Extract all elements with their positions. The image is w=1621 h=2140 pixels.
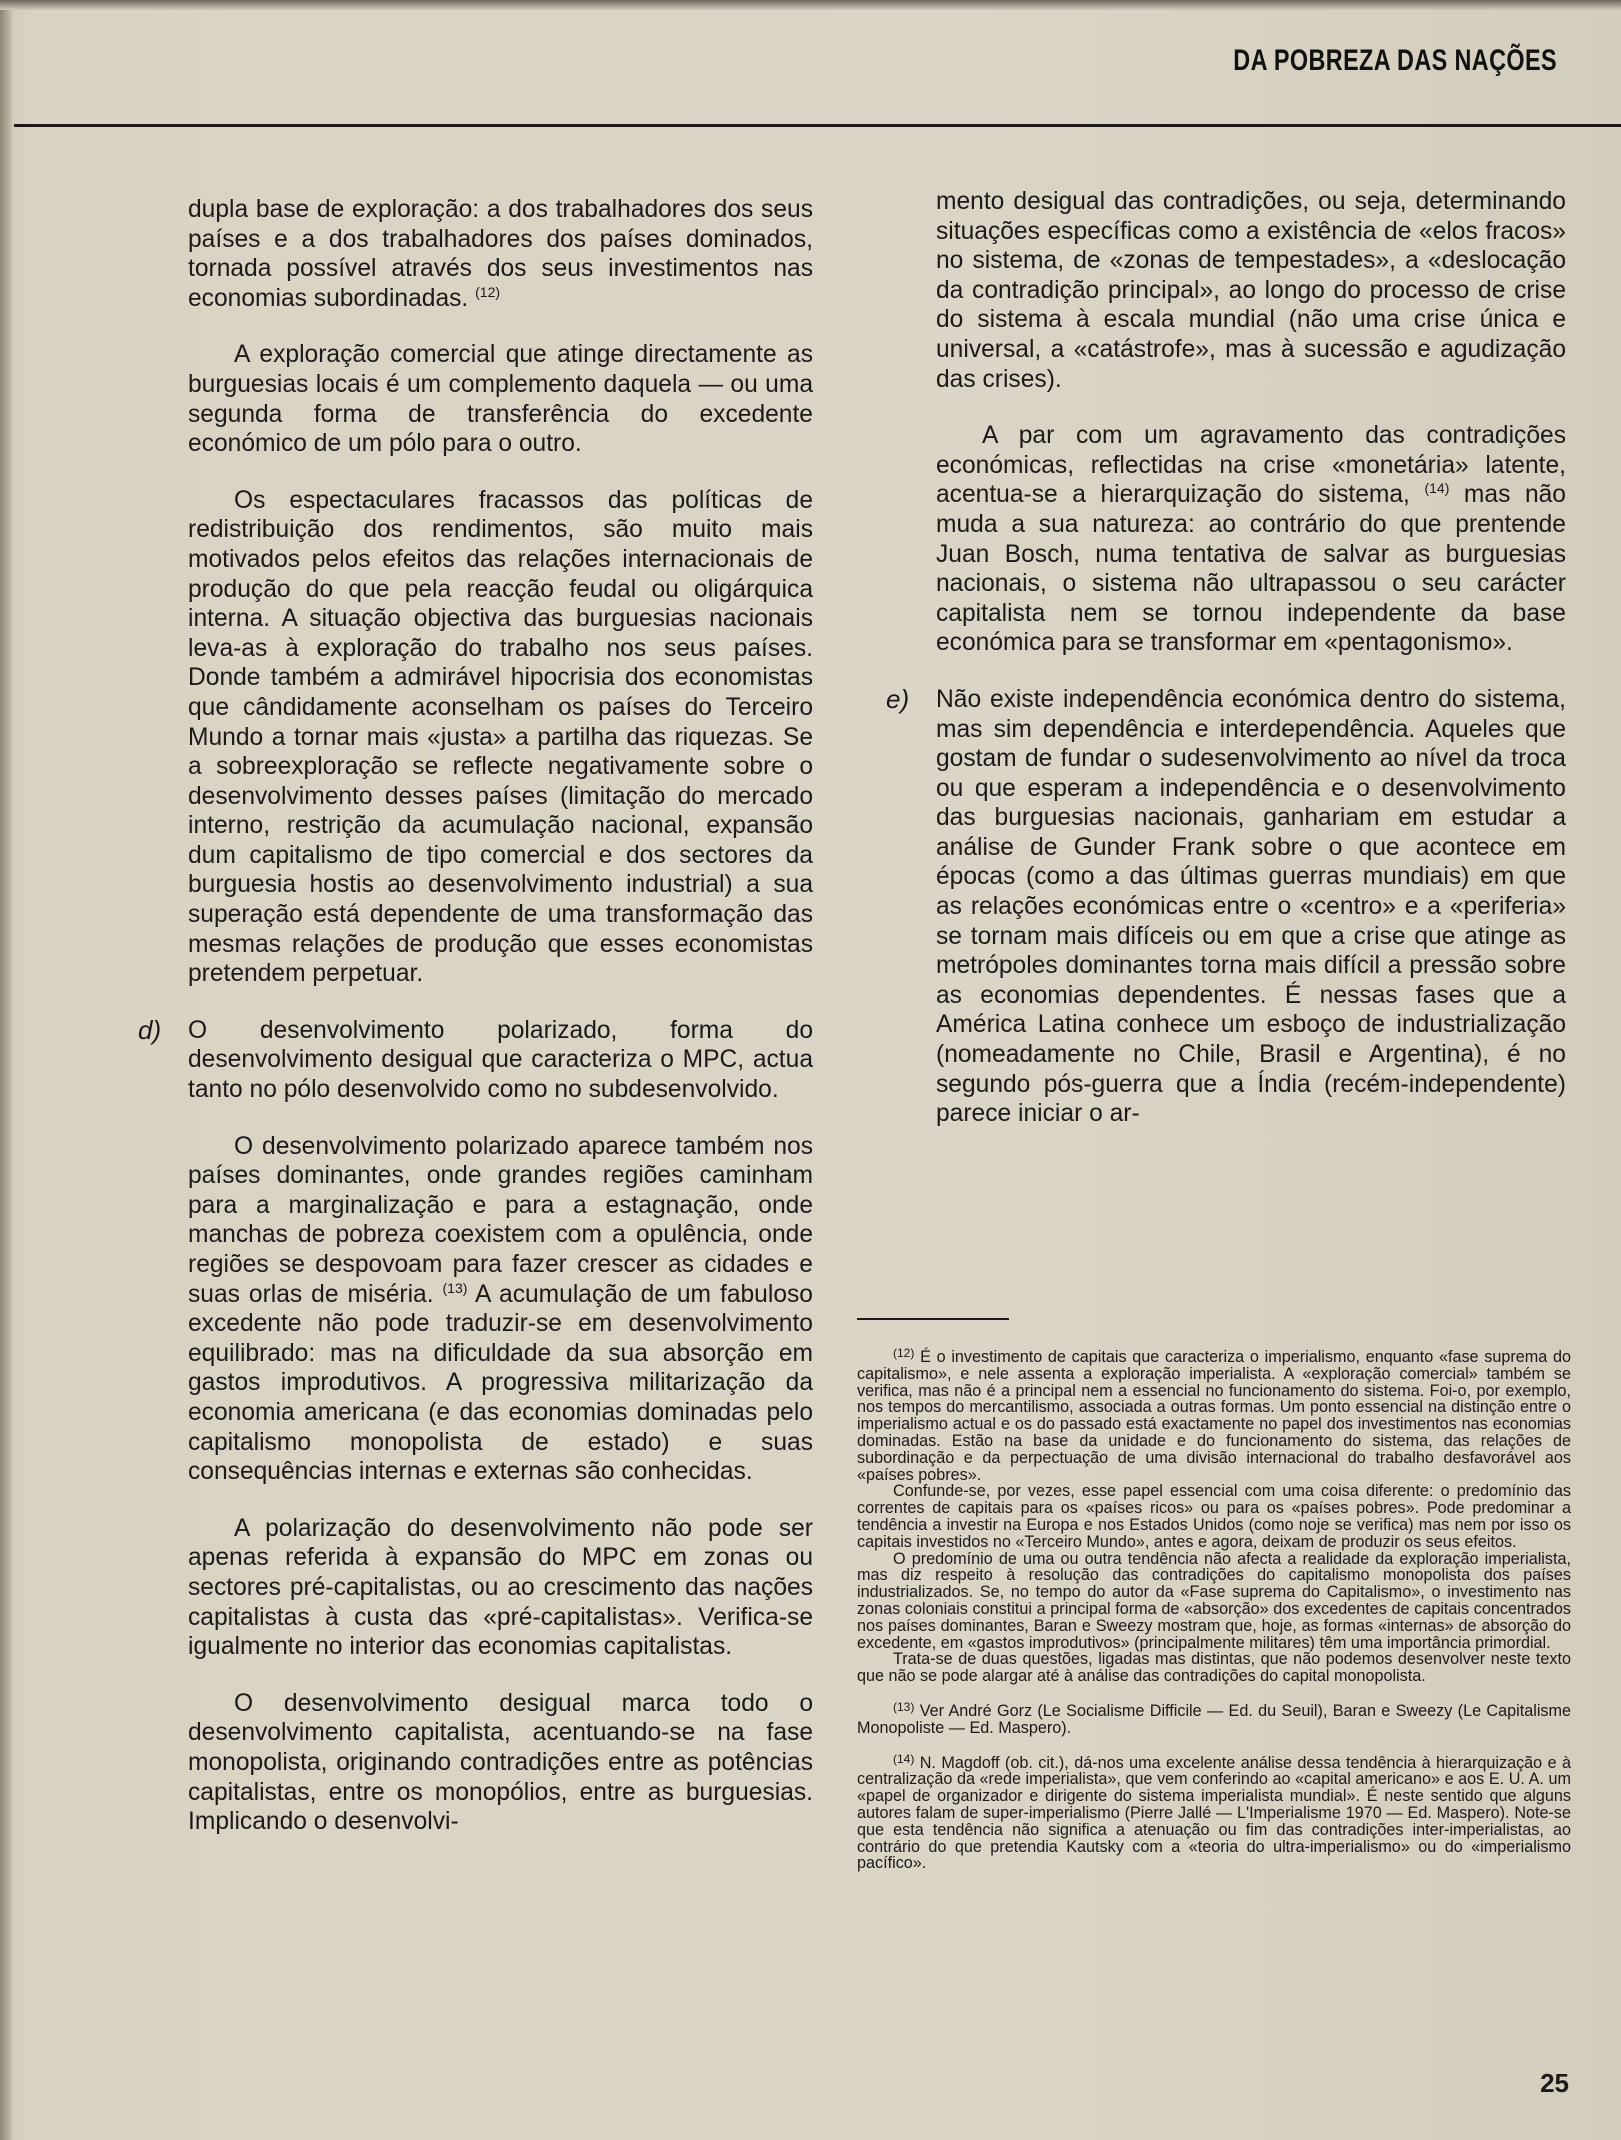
left-paragraph bbox=[188, 486, 813, 989]
left-paragraph bbox=[188, 340, 813, 458]
left-list-item bbox=[138, 1014, 813, 1105]
paragraph-text: O desenvolvimento polarizado, forma do desenvolvimento desigual que caracteriza o MPC, actua tanto no pólo desenvolvido como no subdesenvolvido. bbox=[188, 1016, 813, 1104]
paragraph-text: mas não muda a sua natureza: ao contrário do que prentende Juan Bosch, numa tentativa de salvar as burguesias nacionais, o sistema não ultrapassou o seu carácter capitalista nem se tornou independente da base económica para se transformar em «pentagonismo». bbox=[936, 481, 1566, 657]
left-column bbox=[138, 195, 813, 1864]
footnote-text: Ver André Gorz (Le Socialisme Difficile — Ed. du Seuil), Baran e Sweezy (Le Capitalisme Monopoliste — Ed. Maspero). bbox=[857, 1701, 1571, 1737]
footnote bbox=[857, 1345, 1571, 1483]
page-spine-shadow bbox=[0, 0, 12, 2140]
footnote bbox=[857, 1483, 1571, 1550]
footnote-ref: (14) bbox=[1424, 480, 1450, 497]
left-paragraph bbox=[188, 195, 813, 313]
footnote bbox=[857, 1651, 1571, 1685]
footnote-rule bbox=[857, 1318, 1009, 1320]
footnotes bbox=[857, 1345, 1571, 1872]
footnote-text: É o investimento de capitais que caracteriza o imperialismo, enquanto «fase suprema do capitalismo», e nele assenta a exploração imperialista. A «exploração comercial» também se verifica, mas não é a principal nem a essencial no funcionamento do sistema. Foi-o, por exemplo, nos tempos do mercantilismo, associada a outras formas. Um ponto essencial na distinção entre o imperialismo actual e os do passado está exactamente no papel dos investimentos nas economias dominadas. Estão na base da unidade e do funcionamento do sistema, das relações de subordinação e da perpectuação de uma divisão internacional do trabalho desfavorável aos «países pobres». bbox=[857, 1348, 1571, 1484]
right-paragraph bbox=[936, 187, 1566, 394]
paragraph-text: O desenvolvimento polarizado aparece também nos países dominantes, onde grandes regiões caminham para a marginalização e para a estagnação, onde manchas de pobreza coexistem com a opulência, onde regiões se despovoam para fazer crescer as cidades e suas orlas de miséria. bbox=[188, 1132, 813, 1308]
paragraph-text: A acumulação de um fabuloso excedente não pode traduzir-se em desenvolvimento equilibrado: mas na dificuldade da sua absorção em gastos improdutivos. A progressiva militarização da economia americana (e das economias dominadas pelo capitalismo monopolista de estado) e suas consequências internas e externas são conhecidas. bbox=[188, 1280, 813, 1486]
left-paragraph bbox=[188, 1132, 813, 1487]
footnote-text: Trata-se de duas questões, ligadas mas distintas, que não podemos desenvolver neste texto que não se pode alargar até à análise das contradições do capital monopolista. bbox=[857, 1650, 1571, 1686]
list-marker: e) bbox=[886, 683, 910, 714]
paragraph-text: O desenvolvimento desigual marca todo o desenvolvimento capitalista, acentuando-se na fase monopolista, originando contradições entre as potências capitalistas, entre os monopólios, entre as burguesias. Implicando o desenvolvi- bbox=[188, 1689, 813, 1836]
footnote bbox=[857, 1751, 1571, 1873]
paragraph-text: mento desigual das contradições, ou seja, determinando situações específicas como a existência de «elos fracos» no sistema, de «zonas de tempestades», a «deslocação da contradição principal», ao longo do processo de crise do sistema à escala mundial (não uma crise única e universal, a «catástrofe», mas à sucessão e agudização das crises). bbox=[936, 188, 1566, 393]
footnote-ref: (12) bbox=[475, 283, 501, 300]
left-paragraph bbox=[188, 1514, 813, 1662]
running-head: DA POBREZA DAS NAÇÕES bbox=[1233, 44, 1557, 77]
paragraph-text: A polarização do desenvolvimento não pode ser apenas referida à expansão do MPC em zonas ou sectores pré-capitalistas, ou ao crescimento das nações capitalistas à custa das «pré-capitalistas». Verifica-se igualmente no interior das economias capitalistas. bbox=[188, 1514, 813, 1661]
footnote-number: (13) bbox=[893, 1699, 915, 1714]
footnote-text: O predomínio de uma ou outra tendência não afecta a realidade da exploração imperialista, mas diz respeito à resolução das contradições do capitalismo monopolista dos países industrializados. Se, no tempo do autor da «Fase suprema do Capitalismo», o investimento nas zonas coloniais constitui a principal forma de «absorção» dos excedentes de capitais concentrados nos países dominantes, Baran e Sweezy mostram que, hoje, as formas «internas» de absorção do excedente, em «gastos improdutivos» (principalmente militares) têm uma importância primordial. bbox=[857, 1549, 1571, 1652]
footnote-text: N. Magdoff (ob. cit.), dá-nos uma excelente análise dessa tendência à hierarquização e à centralização da «rede imperialista», que vem conferindo ao «capital americano» e aos E. U. A. um «papel de organizador e dirigente do sistema imperialista mundial». É neste sentido que alguns autores falam de super-imperialismo (Pierre Jallé — L'Imperialisme 1970 — Ed. Maspero). Note-se que esta tendência não significa a atenuação ou fim das contradições inter-imperialistas, ao contrário do que pretendia Kautsky com a «teoria do ultra-imperialismo» ou do «imperialismo pacífico». bbox=[857, 1753, 1571, 1873]
paragraph-text: A exploração comercial que atinge directamente as burguesias locais é um complemento daquela — ou uma segunda forma de transferência do excedente económico de um pólo para o outro. bbox=[188, 341, 813, 458]
footnote-text: Confunde-se, por vezes, esse papel essencial com uma coisa diferente: o predomínio das correntes de capitais para os «países ricos» ou para os «países pobres». Pode predominar a tendência a investir na Europa e nos Estados Unidos (como noje se verifica) mas nem por isso os capitais investidos no «Terceiro Mundo», antes e agora, deixam de produzir os seus efeitos. bbox=[857, 1482, 1571, 1551]
paragraph-text: dupla base de exploração: a dos trabalhadores dos seus países e a dos trabalhadores dos países dominados, tornada possível através dos seus investimentos nas economias subordinadas. bbox=[188, 196, 813, 312]
paragraph-text: Não existe independência económica dentro do sistema, mas sim dependência e interdependência. Aqueles que gostam de fundar o sudesenvolvimento ao nível da troca ou que esperam a independência e o desenvolvimento das burguesias nacionais, ganhariam em estudar a análise de Gunder Frank sobre o que acontece em épocas (como a das últimas guerras mundiais) em que as relações económicas entre o «centro» e a «periferia» se tornam mais difíceis ou em que a crise que atinge as metrópoles dominantes torna mais difícil a pressão sobre as economias dependentes. É nessas fases que a América Latina conhece um esboço de industrialização (nomeadamente no Chile, Brasil e Argentina), é no segundo pós-guerra que a Índia (recém-independente) parece iniciar o ar- bbox=[936, 685, 1566, 1128]
footnote-number: (12) bbox=[893, 1346, 915, 1360]
list-marker: d) bbox=[138, 1014, 162, 1045]
right-list-item bbox=[886, 683, 1566, 1129]
right-paragraph bbox=[936, 421, 1566, 658]
left-paragraph bbox=[188, 1689, 813, 1837]
page-top-edge bbox=[0, 0, 1621, 10]
footnote-ref: (13) bbox=[442, 1279, 468, 1296]
footnote-number: (14) bbox=[893, 1751, 915, 1766]
page-number: 25 bbox=[1540, 2068, 1569, 2098]
footnote bbox=[857, 1699, 1571, 1737]
paragraph-text: Os espectaculares fracassos das políticas de redistribuição dos rendimentos, são muito mais motivados pelos efeitos das relações internacionais de produção do que pela reacção feudal ou oligárquica interna. A situação objectiva das burguesias nacionais leva-as à exploração do trabalho nos seus países. Donde também a admirável hipocrisia dos economistas que cândidamente aconselham os países do Terceiro Mundo a tornar mais «justa» a partilha das riquezas. Se a sobreexploração se reflecte negativamente sobre o desenvolvimento desses países (limitação do mercado interno, restrição da acumulação nacional, expansão dum capitalismo de tipo comercial e dos sectores da burguesia hostis ao desenvolvimento industrial) a sua superação está dependente de uma transformação das mesmas relações de produção que esses economistas pretendem perpetuar. bbox=[188, 486, 813, 988]
paragraph-text: A par com um agravamento das contradições económicas, reflectidas na crise «monetária» latente, acentua-se a hierarquização do sistema, bbox=[936, 422, 1566, 509]
right-column bbox=[886, 187, 1566, 1156]
footnote bbox=[857, 1551, 1571, 1652]
header-rule bbox=[14, 124, 1621, 127]
